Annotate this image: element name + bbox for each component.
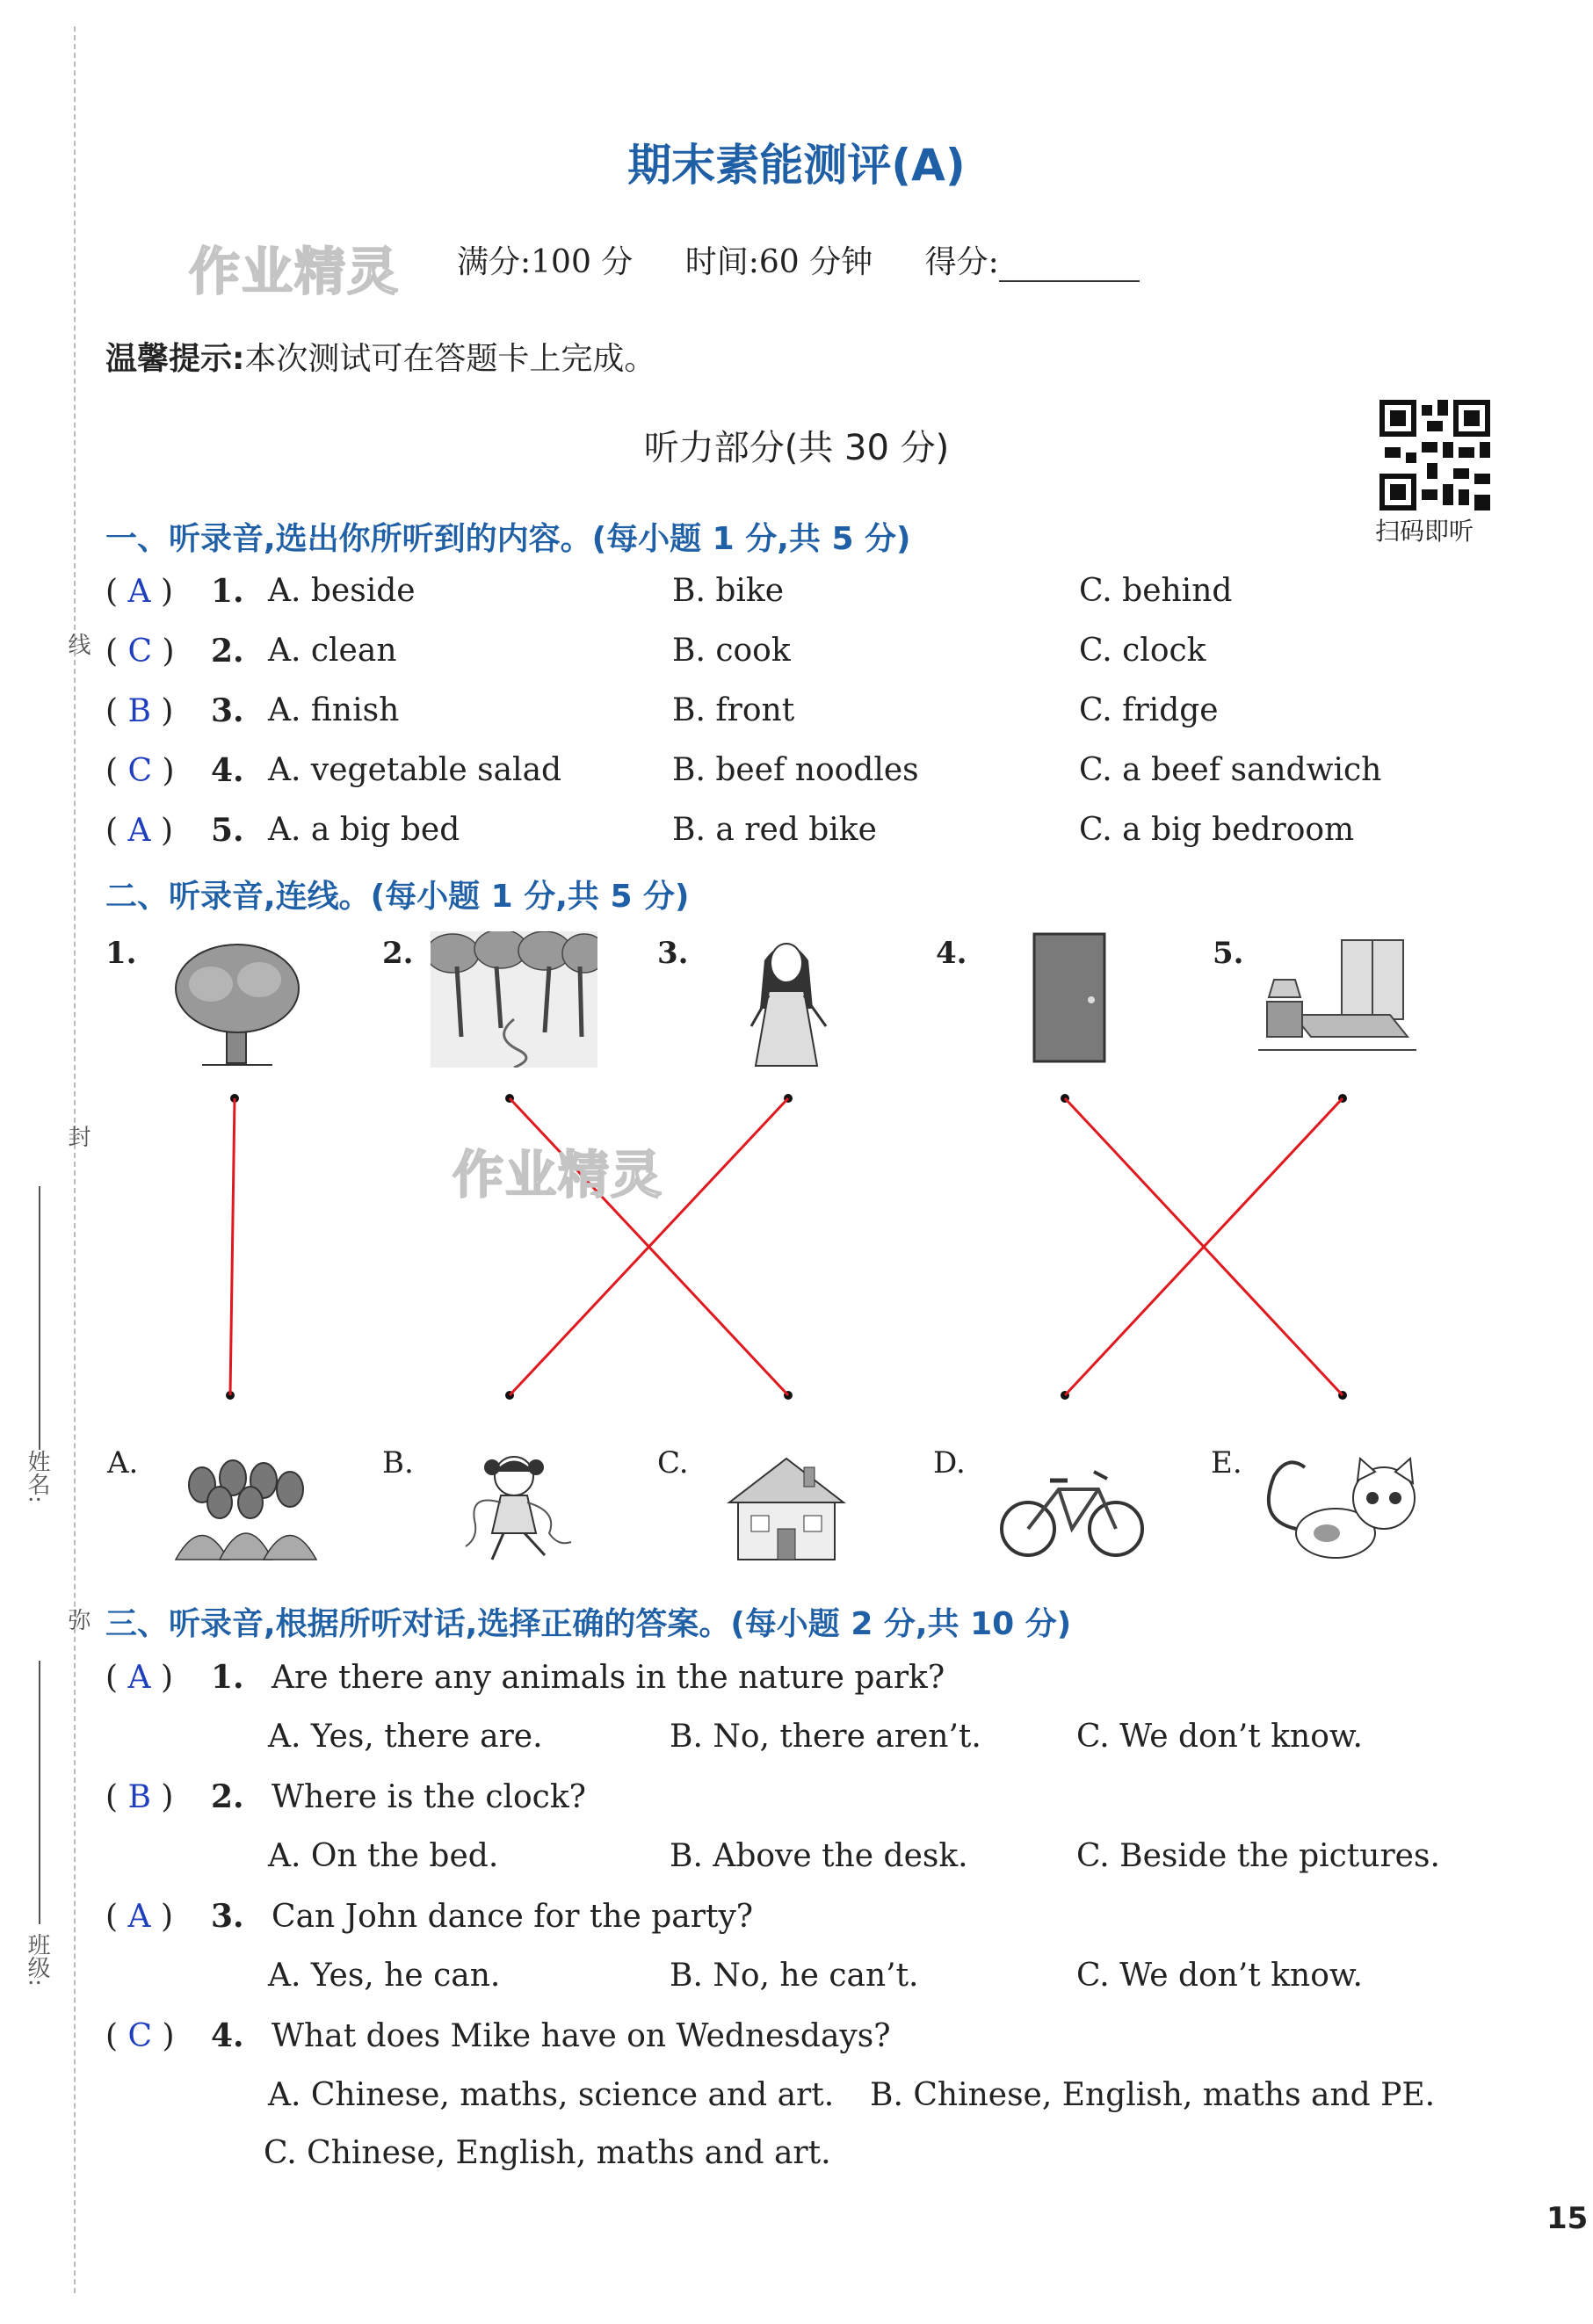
option-b: B. cook: [672, 633, 791, 669]
bottom-label-c: C.: [657, 1445, 689, 1481]
flowers-picture: [167, 1459, 325, 1564]
section2-title: 二、听录音,连线。(每小题 1 分,共 5 分): [105, 879, 690, 915]
part-title: 听力部分(共 30 分): [643, 428, 950, 468]
section1-title: 一、听录音,选出你所听到的内容。(每小题 1 分,共 5 分): [105, 521, 911, 557]
question-text: Can John dance for the party?: [272, 1899, 754, 1935]
option-b: B. beef noodles: [672, 752, 919, 788]
s1-question-5: ( A ) 5. A. a big bed B. a red bike C. a big bedroom: [105, 812, 1355, 849]
margin-name: 姓名:: [24, 1450, 50, 1503]
question-text: Where is the clock?: [272, 1779, 586, 1815]
answer[interactable]: C: [127, 633, 153, 670]
top-label-5: 5.: [1213, 936, 1244, 971]
question-text: Are there any animals in the nature park?: [272, 1660, 945, 1696]
top-label-1: 1.: [105, 936, 137, 971]
page-number: 15: [1546, 2201, 1589, 2236]
top-label-4: 4.: [936, 936, 967, 971]
option-a: A. finish: [268, 692, 400, 728]
cat-picture: [1256, 1450, 1432, 1568]
watermark-logo-2: 作业精灵: [453, 1145, 664, 1205]
match-line-1-a: [230, 1098, 235, 1395]
margin-mi: 弥: [64, 1608, 91, 1631]
option-b: B. No, he can’t.: [670, 1958, 919, 1994]
option-a: A. beside: [268, 573, 416, 609]
option-c: C. Beside the pictures.: [1076, 1838, 1440, 1874]
bike-picture: [997, 1463, 1147, 1564]
answer[interactable]: B: [127, 1779, 151, 1815]
s1-question-2: ( C ) 2. A. clean B. cook C. clock: [105, 633, 1206, 670]
answer[interactable]: A: [127, 813, 151, 849]
s3-options-2: [105, 1838, 1511, 1873]
option-a: A. clean: [268, 633, 397, 669]
margin-class: 班级:: [24, 1933, 50, 1987]
question-text: What does Mike have on Wednesdays?: [272, 2018, 891, 2054]
option-b: B. No, there aren’t.: [670, 1719, 981, 1755]
answer[interactable]: A: [127, 574, 151, 610]
option-b: B. bike: [672, 573, 785, 609]
answer[interactable]: C: [127, 753, 153, 789]
option-a: A. On the bed.: [268, 1838, 499, 1874]
option-b: B. Chinese, English, maths and PE.: [870, 2077, 1436, 2113]
option-b: B. a red bike: [672, 812, 877, 848]
option-c: C. fridge: [1079, 692, 1219, 728]
answer[interactable]: B: [127, 693, 151, 729]
qr-label: 扫码即听: [1375, 517, 1474, 546]
option-a: A. Yes, he can.: [268, 1958, 501, 1994]
page-title: 期末素能测评(A): [627, 140, 966, 191]
option-c: C. behind: [1079, 573, 1233, 609]
tip: 温馨提示:本次测试可在答题卡上完成。: [105, 341, 656, 377]
bottom-label-e: E.: [1211, 1445, 1242, 1481]
s1-question-1: ( A ) 1. A. beside B. bike C. behind: [105, 573, 1233, 610]
option-c: C. We don’t know.: [1076, 1958, 1363, 1994]
answer[interactable]: C: [127, 2018, 153, 2054]
s3-options-4: [105, 2077, 1511, 2112]
option-c: C. clock: [1079, 633, 1206, 669]
watermark-logo: 作业精灵: [189, 242, 401, 301]
s1-question-4: ( C ) 4. A. vegetable salad B. beef noodles C. a beef sandwich: [105, 752, 1382, 789]
answer[interactable]: A: [127, 1660, 151, 1696]
score-label: 得分:: [925, 244, 1182, 280]
s3-question-4: ( C ) 4. What does Mike have on Wednesdays?: [105, 2017, 891, 2054]
option-b: B. Above the desk.: [670, 1838, 968, 1874]
s3-options-1: [105, 1719, 1511, 1754]
margin-xian: 线: [64, 633, 91, 655]
option-a: A. Yes, there are.: [268, 1719, 543, 1755]
option-c: C. Chinese, English, maths and art.: [264, 2135, 831, 2171]
margin-feng: 封: [64, 1125, 91, 1148]
top-label-3: 3.: [657, 936, 689, 971]
answer[interactable]: A: [127, 1899, 151, 1935]
option-b: B. front: [672, 692, 795, 728]
s3-options-4b: [105, 2135, 1511, 2170]
s3-options-3: [105, 1958, 1511, 1993]
option-a: A. Chinese, maths, science and art.: [268, 2077, 835, 2113]
s3-question-1: ( A ) 1. Are there any animals in the nature park?: [105, 1659, 945, 1696]
bottom-label-a: A.: [107, 1445, 139, 1481]
class-line: [39, 1661, 40, 1924]
section3-title: 三、听录音,根据所听对话,选择正确的答案。(每小题 2 分,共 10 分): [105, 1606, 1072, 1642]
option-c: C. a beef sandwich: [1079, 752, 1382, 788]
top-label-2: 2.: [382, 936, 414, 971]
full-score: 满分:100 分: [457, 244, 634, 280]
s3-question-2: ( B ) 2. Where is the clock?: [105, 1778, 586, 1815]
s1-question-3: ( B ) 3. A. finish B. front C. fridge: [105, 692, 1219, 729]
option-a: A. vegetable salad: [268, 752, 562, 788]
bottom-label-b: B.: [382, 1445, 414, 1481]
option-a: A. a big bed: [268, 812, 460, 848]
dancing-girl-picture: [461, 1450, 576, 1568]
option-c: C. We don’t know.: [1076, 1719, 1363, 1755]
house-picture: [720, 1450, 852, 1568]
bottom-label-d: D.: [933, 1445, 966, 1481]
option-c: C. a big bedroom: [1079, 812, 1355, 848]
s3-question-3: ( A ) 3. Can John dance for the party?: [105, 1898, 754, 1935]
time-limit: 时间:60 分钟: [684, 244, 873, 280]
